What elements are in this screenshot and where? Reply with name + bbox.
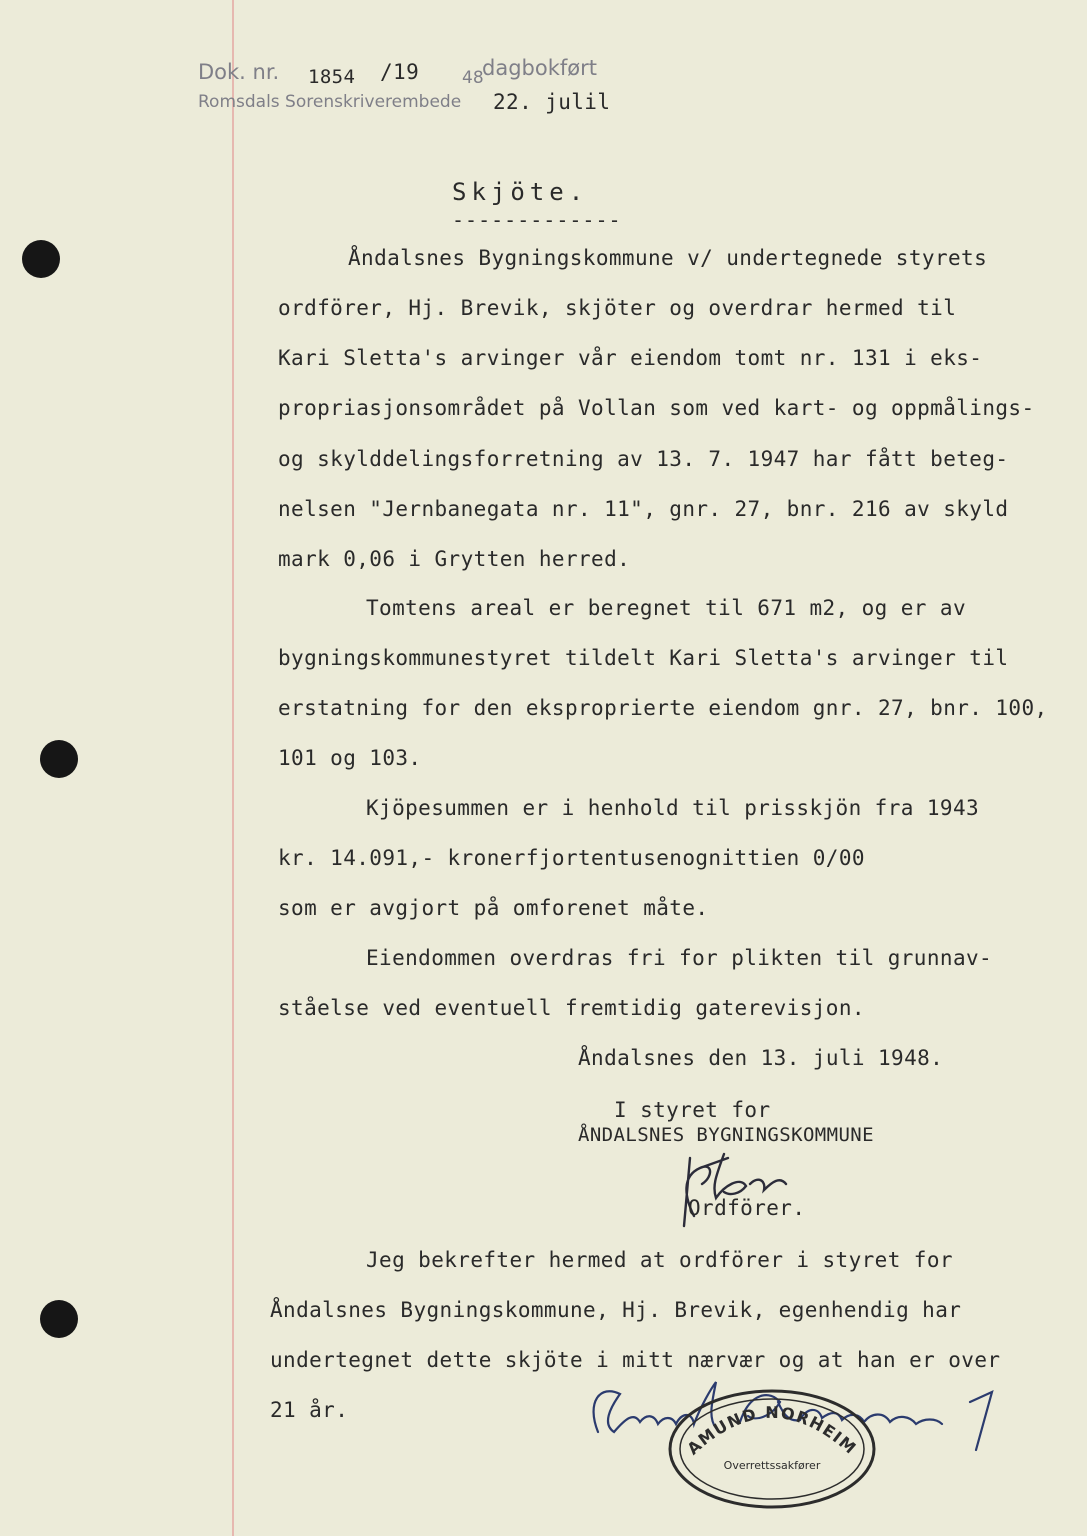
- place-date-line: Åndalsnes den 13. juli 1948.: [578, 1046, 944, 1070]
- attest-line-2: Åndalsnes Bygningskommune, Hj. Brevik, egenhendig har: [270, 1298, 962, 1322]
- body-line-4: propriasjonsområdet på Vollan som ved kart- og oppmålings-: [278, 396, 1035, 420]
- body-line-3: Kari Sletta's arvinger vår eiendom tomt nr. 131 i eks-: [278, 346, 983, 370]
- body-line-5: og skylddelingsforretning av 13. 7. 1947 har fått beteg-: [278, 447, 1009, 471]
- stamp-office: Romsdals Sorenskriverembede: [198, 92, 462, 112]
- seal-name: AMUND NORHEIM: [683, 1402, 861, 1459]
- stamp-date: 22. julil: [493, 90, 611, 114]
- stamp-year-sep: /19: [380, 60, 420, 84]
- attest-line-4: 21 år.: [270, 1398, 349, 1422]
- attest-line-3: undertegnet dette skjöte i mitt nærvær og at han er over: [270, 1348, 1001, 1372]
- body-line-2: ordförer, Hj. Brevik, skjöter og overdrar hermed til: [278, 296, 957, 320]
- body-line-16: ståelse ved eventuell fremtidig gaterevisjon.: [278, 996, 865, 1020]
- punch-hole-middle: [40, 740, 78, 778]
- body-line-11: 101 og 103.: [278, 746, 422, 770]
- body-line-14: som er avgjort på omforenet måte.: [278, 896, 709, 920]
- document-title: Skjöte.: [452, 178, 589, 206]
- chairman-title: Ordförer.: [688, 1196, 806, 1220]
- attest-line-1: Jeg bekrefter hermed at ordförer i styret for: [366, 1248, 953, 1272]
- stamp-dagbokfort: dagbokført: [482, 56, 597, 80]
- body-line-9: bygningskommunestyret tildelt Kari Sletta's arvinger til: [278, 646, 1009, 670]
- body-line-12: Kjöpesummen er i henhold til prisskjön fra 1943: [366, 796, 980, 820]
- body-line-15: Eiendommen overdras fri for plikten til grunnav-: [366, 946, 993, 970]
- body-line-10: erstatning for den eksproprierte eiendom gnr. 27, bnr. 100,: [278, 696, 1048, 720]
- body-line-6: nelsen "Jernbanegata nr. 11", gnr. 27, bnr. 216 av skyld: [278, 497, 1009, 521]
- lawyer-seal: [666, 1385, 878, 1513]
- body-line-8: Tomtens areal er beregnet til 671 m2, og er av: [366, 596, 966, 620]
- stamp-year-suffix: 48: [462, 68, 484, 88]
- seal-title: Overrettssakfører: [723, 1459, 821, 1472]
- title-underline: -------------: [452, 208, 622, 232]
- board-line: I styret for: [614, 1098, 771, 1122]
- municipality-name: ÅNDALSNES BYGNINGSKOMMUNE: [578, 1124, 874, 1146]
- margin-rule: [232, 0, 234, 1536]
- body-line-13: kr. 14.091,- kronerfjortentusenognittien 0/00: [278, 846, 865, 870]
- punch-hole-bottom: [40, 1300, 78, 1338]
- stamp-dok-number: 1854: [308, 66, 356, 88]
- body-line-7: mark 0,06 i Grytten herred.: [278, 547, 631, 571]
- body-line-1: Åndalsnes Bygningskommune v/ undertegnede styrets: [348, 246, 988, 270]
- stamp-dok-label: Dok. nr.: [198, 60, 280, 84]
- punch-hole-notch: [36, 258, 46, 270]
